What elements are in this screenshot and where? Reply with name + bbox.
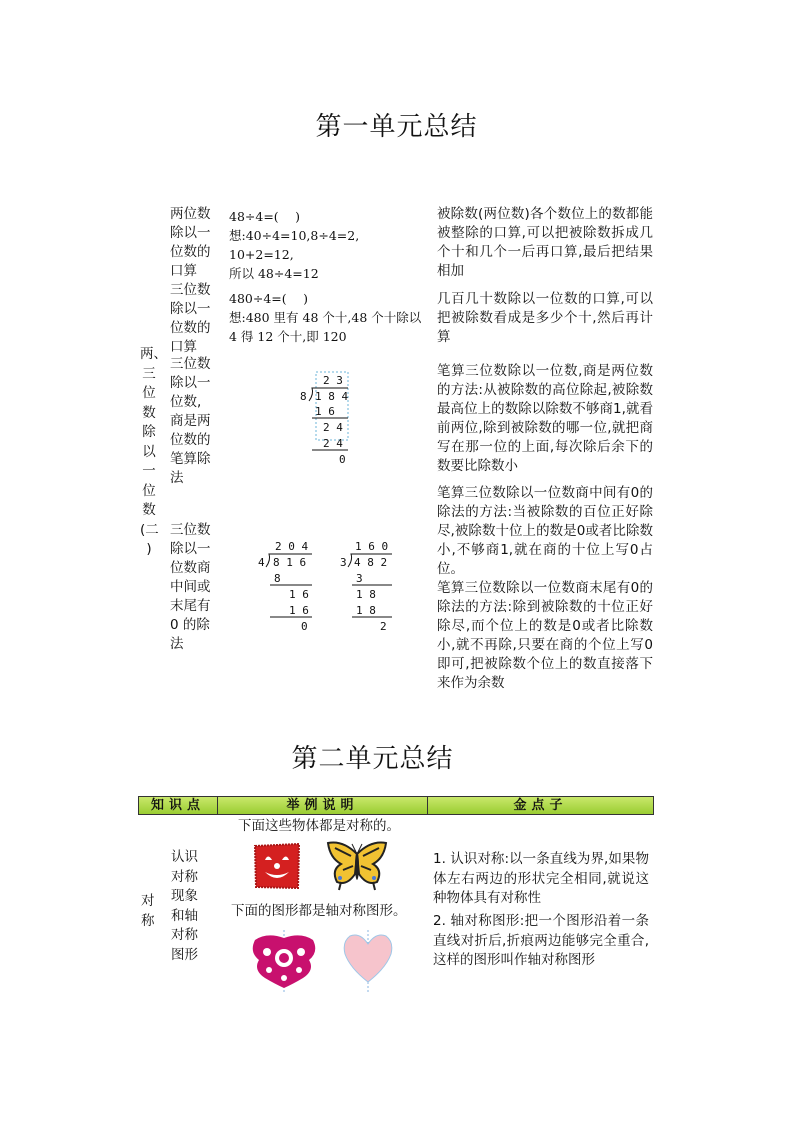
unit2-topic [171,848,198,965]
topic-line: 位数商 [170,560,211,576]
mask-nose [274,863,280,869]
lace-pattern-image [247,930,321,992]
topic-line: 口算 [170,339,197,355]
topic-line: 三位数 [170,522,211,538]
division-step: 3 [356,572,363,585]
category-char: 两、 [140,346,167,362]
division-remainder: 0 [339,453,346,466]
topic-line: 图形 [171,946,198,963]
division-dividend: 1 8 4 [315,390,349,403]
category-char: 位 [142,482,156,499]
category-char: 三 [142,365,156,382]
topic-line: 认识 [171,849,198,865]
row1-description: 被除数(两位数)各个数位上的数都能被整除的口算,可以把被除数拆成几个十和几个一后再口算,最后把结果相加 [437,206,653,279]
division-step: 1 8 [356,588,376,601]
lace-hole [279,953,289,963]
category-char: 数 [142,404,156,421]
red-mask-image [251,840,303,892]
topic-line: 除以一 [170,301,211,317]
header-golden-tips: 金点子 [513,798,568,813]
unit1-title: 第一单元总结 [315,112,478,142]
category-char: 位 [142,385,156,401]
header-examples: 举例说明 [286,798,359,813]
category-char: ) [146,541,152,557]
category-char: 称 [141,913,155,929]
category-char: 数 [142,502,156,518]
row3-description: 笔算三位数除以一位数,商是两位数的方法:从被除数的高位除起,被除数最高位上的数除以除数不够商1,就看前两位,除到被除数的哪一位,就把商写在那一位的上面,每次除后余下的数要比除数小 [437,363,653,474]
division-step: 8 [274,572,281,585]
example-line: 想:40÷4=10,8÷4=2, [229,228,360,243]
topic-line: 对称 [171,868,198,885]
lace-hole [281,975,287,981]
division-quotient: 2 3 [323,374,343,387]
topic-line: 法 [170,636,184,652]
row4-topic [170,521,216,654]
topic-line: 和轴 [171,907,198,924]
category-char: 一 [142,463,156,479]
lace-hole [266,967,272,973]
division-step: 2 4 [323,437,343,450]
long-division-816-by-4 [256,538,316,634]
division-quotient: 1 6 0 [355,540,389,553]
row3-topic [170,355,216,488]
topic-line: 法 [170,470,184,486]
lace-hole [296,967,302,973]
heart-image [342,930,394,992]
row4-description: 笔算三位数除以一位数商中间有0的除法的方法:当被除数的百位正好除尽,被除数十位上的数是0或者比除数小,不够商1,就在商的十位上写0占位。 [437,485,653,577]
division-step: 1 6 [289,588,309,601]
division-quotient: 2 0 4 [275,540,309,553]
lace-hole [297,948,305,956]
category-char: (二 [140,521,159,538]
row1-example [229,207,359,283]
division-divisor: 3 [340,556,347,569]
topic-line: 笔算除 [170,451,211,467]
unit2-title: 第二单元总结 [291,744,454,774]
tip-2: 2. 轴对称图形:把一个图形沿着一条直线对折后,折痕两边能够完全重合,这样的图形叫作轴对称图形 [433,913,649,968]
example-line: 所以 48÷4=12 [229,266,319,281]
division-step: 1 8 [356,604,376,617]
row4-description-2: 笔算三位数除以一位数商末尾有0的除法的方法:除到被除数的十位正好除尽,而个位上的数是0或者比除数小,就不再除,只要在商的个位上写0即可,把被除数个位上的数直接落下来作为余数 [437,580,653,691]
topic-line: 中间或 [170,579,211,595]
topic-line: 现象 [171,888,198,904]
header-knowledge-point: 知识点 [150,798,205,813]
topic-line: 口算 [170,263,197,279]
division-divisor: 4 [258,556,265,569]
division-dividend: 8 1 6 [273,556,307,569]
example-line: 10+2=12, [229,247,294,262]
topic-line: 位数, [170,394,202,410]
example-caption-shapes: 下面的图形都是轴对称图形。 [231,903,407,919]
topic-line: 三位数 [170,282,211,298]
butterfly-left-wing [328,842,357,883]
example-line: 4 得 12 个十,即 120 [229,329,347,344]
topic-line: 商是两 [170,413,211,429]
category-char: 除 [142,424,156,440]
topic-line: 末尾有 [170,598,211,614]
row2-topic [170,281,216,357]
category-char: 以 [142,443,156,460]
tip-1: 1. 认识对称:以一条直线为界,如果物体左右两边的形状完全相同,就说这种物体具有对称性 [433,851,649,906]
unit2-category [141,891,155,931]
topic-line: 位数的 [170,244,211,260]
butterfly-image [325,840,389,892]
butterfly-spot [338,876,342,880]
division-step: 1 6 [289,604,309,617]
row2-example [229,289,434,346]
butterfly-body [355,852,359,880]
topic-line: 0 的除 [170,617,210,633]
division-remainder: 2 [380,620,387,633]
butterfly-right-wing [357,842,386,883]
example-line: 480÷4=( ) [229,291,308,306]
topic-line: 除以一 [170,541,211,557]
topic-line: 除以一 [170,225,211,241]
division-step: 2 4 [323,421,343,434]
topic-line: 对称 [171,927,198,943]
topic-line: 位数的 [170,432,211,448]
example-caption-objects: 下面这些物体都是对称的。 [238,818,400,834]
division-divisor: 8 [300,390,307,403]
row1-topic [170,205,216,281]
division-remainder: 0 [301,620,308,633]
division-dividend: 4 8 2 [354,556,388,569]
topic-line: 除以一 [170,375,211,391]
unit1-category [140,345,167,560]
long-division-482-by-3 [338,538,398,634]
table-header [138,796,654,815]
division-step: 1 6 [315,405,335,418]
long-division-184-by-8 [296,370,356,466]
butterfly-spot [372,876,376,880]
row2-description: 几百几十数除以一位数的口算,可以把被除数看成是多少个十,然后再计算 [437,291,653,345]
topic-line: 两位数 [170,206,211,222]
example-line: 想:480 里有 48 个十,48 个十除以 [229,310,422,325]
topic-line: 三位数 [170,356,211,372]
topic-line: 位数的 [170,320,211,336]
category-char: 对 [141,893,155,909]
lace-hole [263,948,271,956]
example-line: 48÷4=( ) [229,209,301,224]
